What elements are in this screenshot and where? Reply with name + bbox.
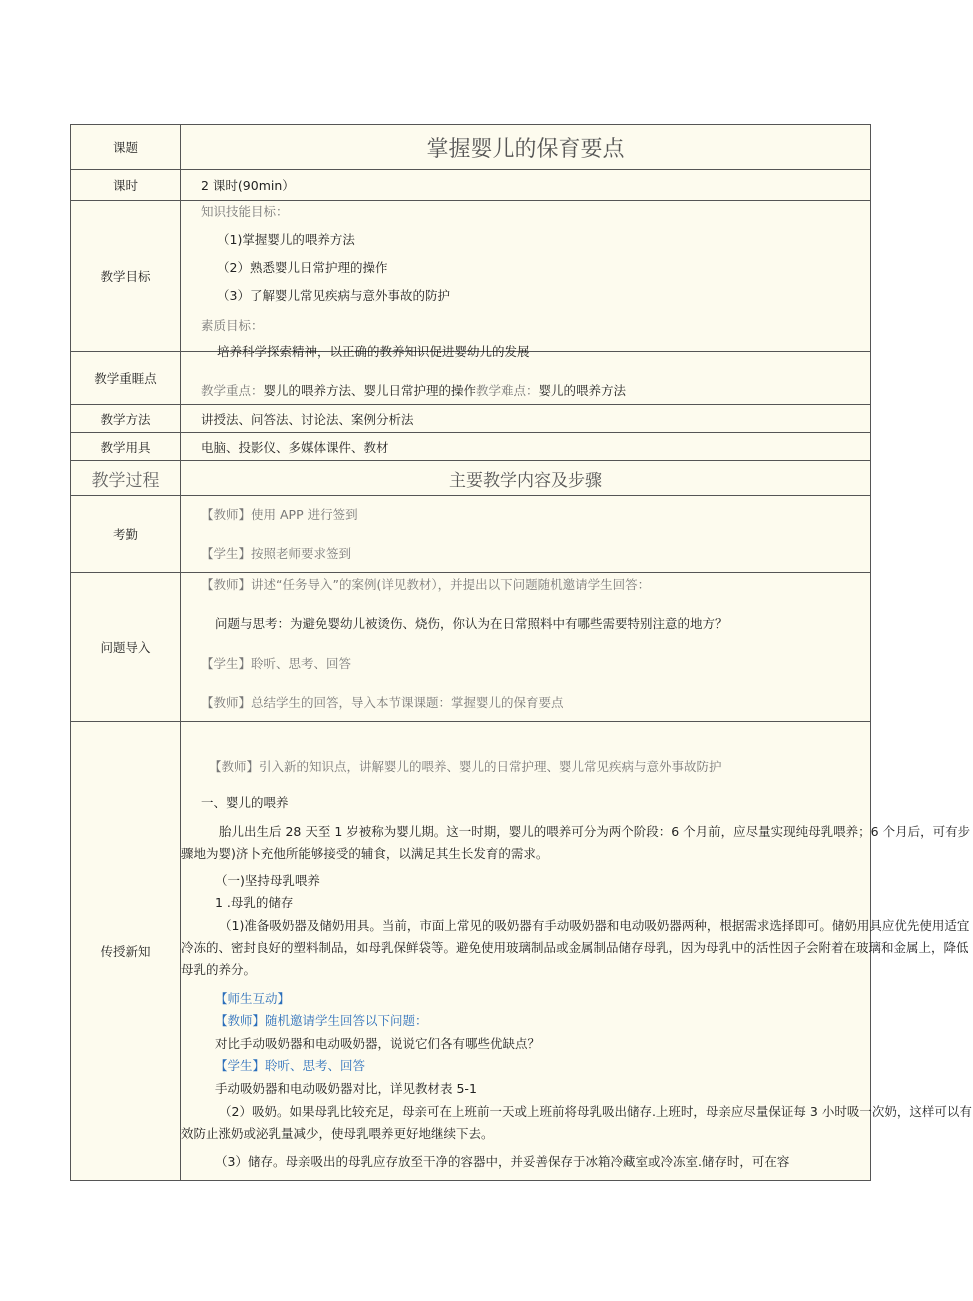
attendance-cell [181, 496, 871, 573]
intro-summary: 【教师】总结学生的回答，导入本节课课题：掌握婴儿的保育要点 [201, 695, 564, 710]
lesson-plan [70, 124, 972, 1181]
paragraph: （3）储存。母亲吸出的母乳应存放至干净的容器中，并妥善保存于冰箱冷藏室或冷冻室.储存时，可在容 [215, 1154, 790, 1169]
tools-label: 教学用具 [71, 433, 181, 461]
teach-cell [181, 722, 972, 1181]
comparison-note: 手动吸奶器和电动吸奶器对比，详见教材表 5-1 [215, 1081, 477, 1096]
section-heading: 一、婴儿的喂养 [201, 795, 289, 810]
difficulty-text: 婴儿的喂养方法 [538, 383, 627, 398]
hours-value: 2 课时(90min） [201, 178, 295, 193]
hours-cell [181, 170, 871, 201]
subsection-item: 1 .母乳的储存 [215, 895, 294, 910]
quality-line: 培养科学探索精神，以正确的教养知识促进婴幼儿的发展 [217, 344, 530, 359]
topic-label: 课题 [71, 125, 181, 170]
methods-cell [181, 405, 871, 433]
content-header: 主要教学内容及步骤 [181, 461, 871, 496]
student-response: 【学生】聆听、思考、回答 [215, 1058, 366, 1073]
teacher-question: 【教师】随机邀请学生回答以下问题： [215, 1013, 428, 1028]
intro-question: 问题与思考：为避免婴幼儿被烫伤、烧伤，你认为在日常照料中有哪些需要特别注意的地方？ [215, 616, 728, 631]
paragraph: （2）吸奶。如果母乳比较充足，母亲可在上班前一天或上班前将母乳吸出储存.上班时，母亲应尽量保证每 3 小时吸一次奶，这样可以有效防止涨奶或泌乳量减少，使母乳喂养更好地继续下去。 [181, 1104, 972, 1141]
intro-teacher: 【教师】讲述“任务导入”的案例(详见教材），并提出以下问题随机邀请学生回答： [201, 577, 651, 592]
subsection-heading: （一)坚持母乳喂养 [215, 873, 320, 888]
paragraph: （1)准备吸奶器及储奶用具。当前，市面上常见的吸奶器有手动吸奶器和电动吸奶器两种，根据需求选择即可。储奶用具应优先使用适宜冷冻的、密封良好的塑料制品，如母乳保鲜袋等。避免使用玻璃制品或金属制品储存母乳，因为母乳中的活性因子会附着在玻璃和金属上，降低母乳的养分。 [181, 918, 970, 977]
methods-label: 教学方法 [71, 405, 181, 433]
key-text: 婴儿的喂养方法、婴儿日常护理的操作 [263, 383, 477, 398]
teach-label: 传授新知 [71, 722, 181, 1181]
teach-teacher-intro: 【教师】引入新的知识点，讲解婴儿的喂养、婴儿的日常护理、婴儿常见疾病与意外事故防护 [209, 759, 722, 774]
tools-cell [181, 433, 871, 461]
goals-cell [181, 201, 871, 359]
intro-cell [181, 573, 871, 722]
quality-heading: 素质目标： [201, 318, 264, 333]
paragraph: 胎儿出生后 28 天至 1 岁被称为婴儿期。这一时期，婴儿的喂养可分为两个阶段：6 个月前，应尽量实现纯母乳喂养；6 个月后，可有步骤地为婴)济卜充他所能够接受的辅食，以满足其生长发育的需求。 [181, 824, 971, 861]
key-label: 教学重点： [201, 383, 264, 398]
interaction-label: 【师生互动】 [215, 991, 291, 1006]
methods-value: 讲授法、问答法、讨论法、案例分析法 [201, 411, 414, 427]
goal-item: （1)掌握婴儿的喂养方法 [217, 232, 355, 247]
goal-item: （2）熟悉婴儿日常护理的操作 [217, 260, 388, 275]
interaction-question: 对比手动吸奶器和电动吸奶器，说说它们各有哪些优缺点？ [215, 1036, 541, 1051]
tools-value: 电脑、投影仪、多媒体课件、教材 [201, 439, 389, 455]
difficulty-label: 教学难点： [476, 383, 539, 398]
keypoints-label: 教学重睚点 [71, 352, 181, 405]
attendance-label: 考勤 [71, 496, 181, 573]
attendance-student: 【学生】按照老师要求签到 [201, 546, 352, 561]
attendance-teacher: 【教师】使用 APP 进行签到 [201, 507, 358, 522]
intro-student: 【学生】聆听、思考、回答 [201, 656, 352, 671]
goals-label: 教学目标 [71, 201, 181, 352]
process-label: 教学过程 [71, 461, 181, 496]
lesson-title: 掌握婴儿的保育要点 [181, 125, 871, 170]
goals-heading: 知识技能目标： [201, 204, 289, 219]
intro-label: 问题导入 [71, 573, 181, 722]
lesson-plan-table [70, 124, 972, 1181]
goal-item: （3）了解婴儿常见疾病与意外事故的防护 [217, 288, 450, 303]
hours-label: 课时 [71, 170, 181, 201]
